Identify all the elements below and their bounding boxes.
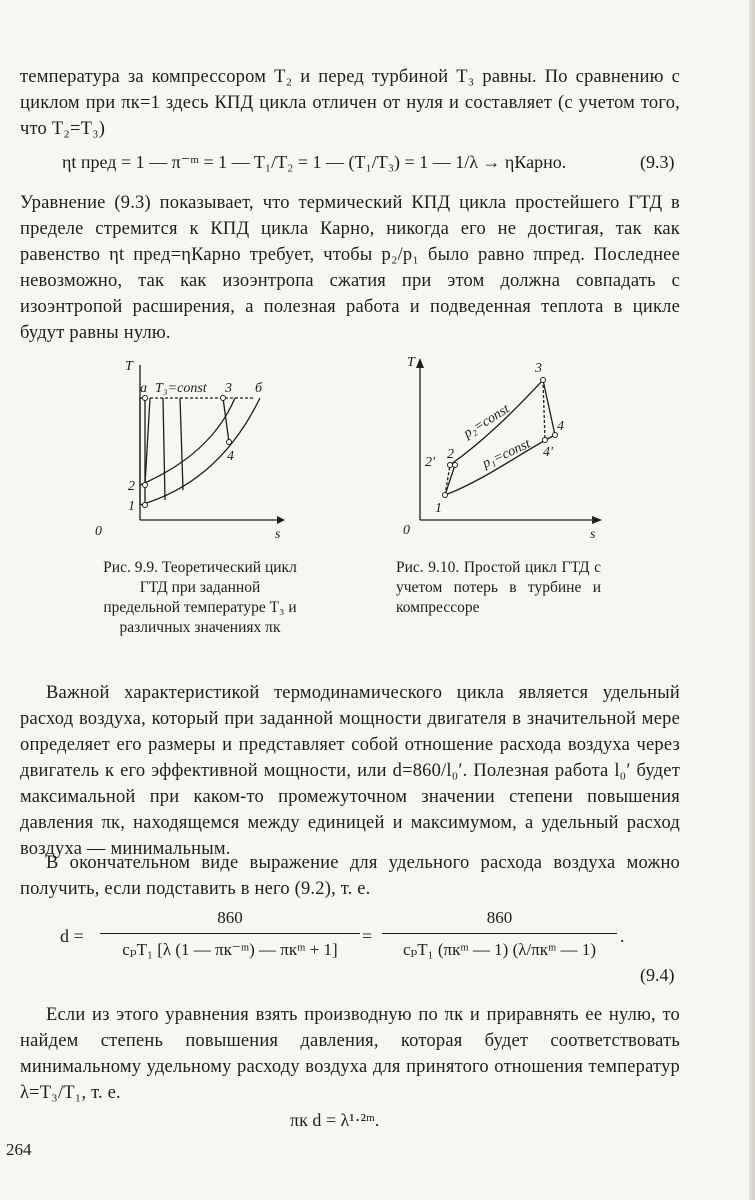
fig910-label-0: 0	[403, 523, 410, 538]
fig910-label-3: 3	[535, 361, 542, 376]
fig99-label-b: б	[255, 381, 263, 396]
fig99-p1-isobar	[140, 398, 260, 505]
fig910-label-p1const: p₁=const	[480, 436, 533, 472]
paragraph-5: Если из этого уравнения взять производную по πк и приравнять ее нулю, то найдем степень повышения давления, которая будет соответствовать минимальному удельному расходу воздуха для принятого отношения температур λ=T₃/T₁, т. е.	[20, 1005, 680, 1103]
fig910-label-2: 2	[447, 447, 454, 462]
equation-9-4-bar2	[382, 933, 617, 934]
equation-9-4-num2: 860	[486, 908, 513, 927]
fig99-label-2: 2	[128, 479, 135, 494]
equation-9-4-number: (9.4)	[640, 965, 675, 985]
equation-9-4-dot: .	[620, 926, 625, 946]
equation-9-4-lhs: d =	[60, 926, 84, 946]
fig910-label-4: 4	[557, 419, 564, 434]
fig99-label-4: 4	[227, 449, 234, 464]
equation-9-3: ηt пред = 1 — π⁻ᵐ = 1 — T₁/T₂ = 1 — (T₁/T₃) = 1 — 1/λ → ηКарно.	[62, 152, 567, 172]
paragraph-2: Уравнение (9.3) показывает, что термический КПД цикла простейшего ГТД в пределе стремится к КПД цикла Карно, никогда его не достигая, так как равенство ηt пред=ηКарно требует, чтобы p₂/p₁ было равно πпред. Последнее невозможно, так как изоэнтропа сжатия при этом должна совпадать с изоэнтропой расширения, а полезная работа и подведенная теплота в цикле будут равны нулю.	[20, 193, 680, 343]
fig910-label-2prime: 2′	[425, 455, 436, 470]
fig99-label-0: 0	[95, 524, 102, 539]
page-edge	[749, 0, 755, 1200]
equation-last: πк d = λ¹·²ᵐ.	[290, 1110, 380, 1130]
equation-9-4-den2: cₚT₁ (πкᵐ — 1) (λ/πкᵐ — 1)	[402, 940, 597, 959]
fig910-label-1: 1	[435, 501, 442, 516]
figure-9-10	[395, 340, 615, 545]
equation-9-4-den1: cₚT₁ [λ (1 — πк⁻ᵐ) — πкᵐ + 1]	[122, 940, 338, 959]
page-number: 264	[6, 1140, 32, 1159]
paragraph-3: Важной характеристикой термодинамического цикла является удельный расход воздуха, который при заданной мощности двигателя в значительной мере определяет его размеры и представляет собой отношение расхода воздуха через двигатель к его эффективной мощности, или d=860/l₀′. Полезная работа l₀′ будет максимальной при каком-то промежуточном значении степени повышения давления πк, находящемся между единицей и максимумом, а удельный расход воздуха — минимальным.	[20, 683, 680, 859]
paragraph-4: В окончательном виде выражение для удельного расхода воздуха можно получить, если подставить в него (9.2), т. е.	[20, 853, 680, 899]
equation-9-4-bar1	[100, 933, 360, 934]
fig99-label-t: T	[125, 359, 133, 374]
equation-9-4-equals: =	[362, 926, 373, 946]
fig99-label-1: 1	[128, 499, 135, 514]
fig99-label-t3const: T₃=const	[155, 381, 207, 396]
fig910-label-p2const: p₂=const	[461, 401, 513, 442]
equation-9-3-number: (9.3)	[640, 152, 675, 172]
paragraph-1: температура за компрессором T₂ и перед турбиной T₃ равны. По сравнению с циклом при πк=1 здесь КПД цикла отличен от нуля и составляет (с учетом того, что T₂=T₃)	[20, 67, 680, 139]
figure-9-10-caption: Рис. 9.10. Простой цикл ГТД с учетом потерь в турбине и компрессоре	[396, 559, 601, 616]
fig99-label-a: a	[140, 381, 147, 396]
fig910-label-s: s	[590, 527, 596, 542]
figure-9-9	[95, 350, 295, 545]
fig99-p2-isobar	[140, 398, 235, 485]
fig99-label-s: s	[275, 527, 281, 542]
fig910-label-t: T	[407, 355, 415, 370]
fig99-label-3: 3	[225, 381, 232, 396]
equation-9-4-num1: 860	[217, 908, 243, 927]
figure-9-9-caption: Рис. 9.9. Теоретический цикл ГТД при заданной предельной температуре T₃ и различных значениях πк	[103, 559, 297, 636]
fig910-label-4prime: 4′	[543, 445, 554, 460]
